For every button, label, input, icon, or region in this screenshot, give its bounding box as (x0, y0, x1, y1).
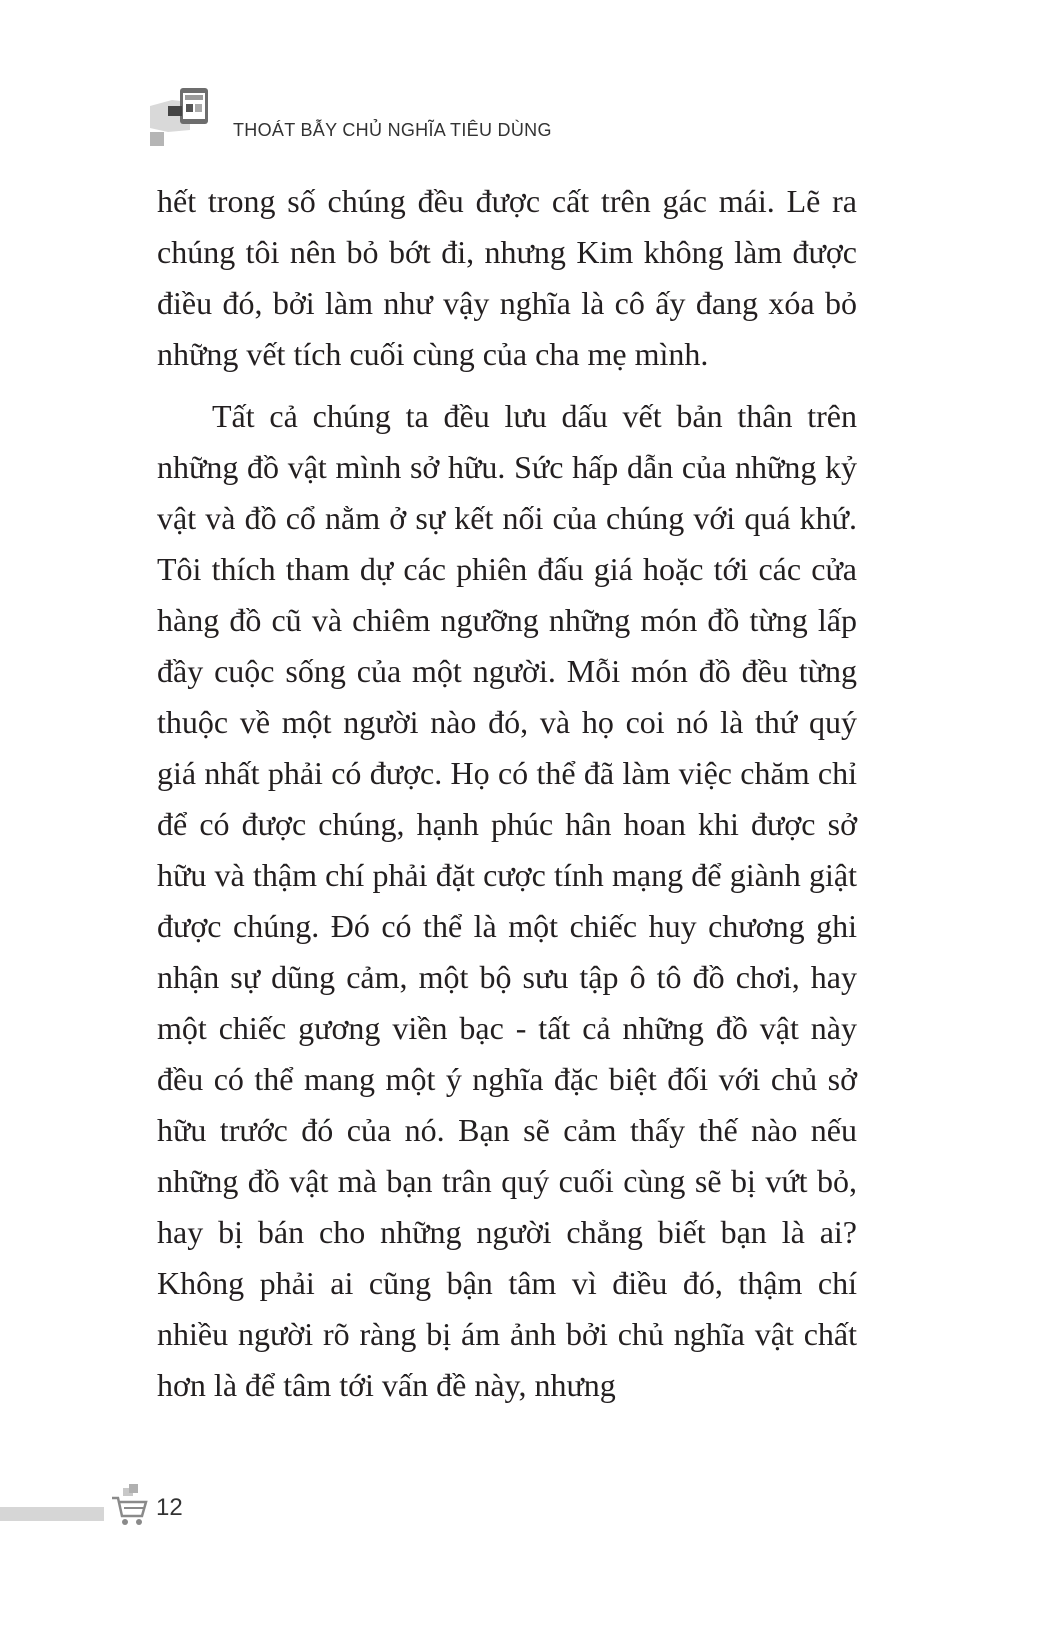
shopping-cart-icon (110, 1484, 148, 1530)
paragraph-2: Tất cả chúng ta đều lưu dấu vết bản thân trên những đồ vật mình sở hữu. Sức hấp dẫn của những kỷ vật và đồ cổ nằm ở sự kết nối của chúng với quá khứ. Tôi thích tham dự các phiên đấu giá hoặc tới các cửa hàng đồ cũ và chiêm ngưỡng những món đồ từng lấp đầy cuộc sống của một người. Mỗi món đồ đều từng thuộc về một người nào đó, và họ coi nó là thứ quý giá nhất phải có được. Họ có thể đã làm việc chăm chỉ để có được chúng, hạnh phúc hân hoan khi được sở hữu và thậm chí phải đặt cược tính mạng để giành giật được chúng. Đó có thể là một chiếc huy chương ghi nhận sự dũng cảm, một bộ sưu tập ô tô đồ chơi, hay một chiếc gương viền bạc - tất cả những đồ vật này đều có thể mang một ý nghĩa đặc biệt đối với chủ sở hữu trước đó của nó. Bạn sẽ cảm thấy thế nào nếu những đồ vật mà bạn trân quý cuối cùng sẽ bị vứt bỏ, hay bị bán cho những người chẳng biết bạn là ai? Không phải ai cũng bận tâm vì điều đó, thậm chí nhiều người rõ ràng bị ám ảnh bởi chủ nghĩa vật chất hơn là để tâm tới vấn đề này, nhưng (157, 398, 857, 1403)
body-text (157, 176, 857, 1411)
paragraph-1: hết trong số chúng đều được cất trên gác mái. Lẽ ra chúng tôi nên bỏ bớt đi, nhưng Kim không làm được điều đó, bởi làm như vậy nghĩa là cô ấy đang xóa bỏ những vết tích cuối cùng của cha mẹ mình. (157, 183, 857, 372)
footer-bar (0, 1507, 104, 1521)
running-header-title: THOÁT BẪY CHỦ NGHĨA TIÊU DÙNG (233, 120, 552, 140)
hand-holding-phone-shop-icon (150, 86, 220, 156)
page-number: 12 (156, 1494, 183, 1521)
